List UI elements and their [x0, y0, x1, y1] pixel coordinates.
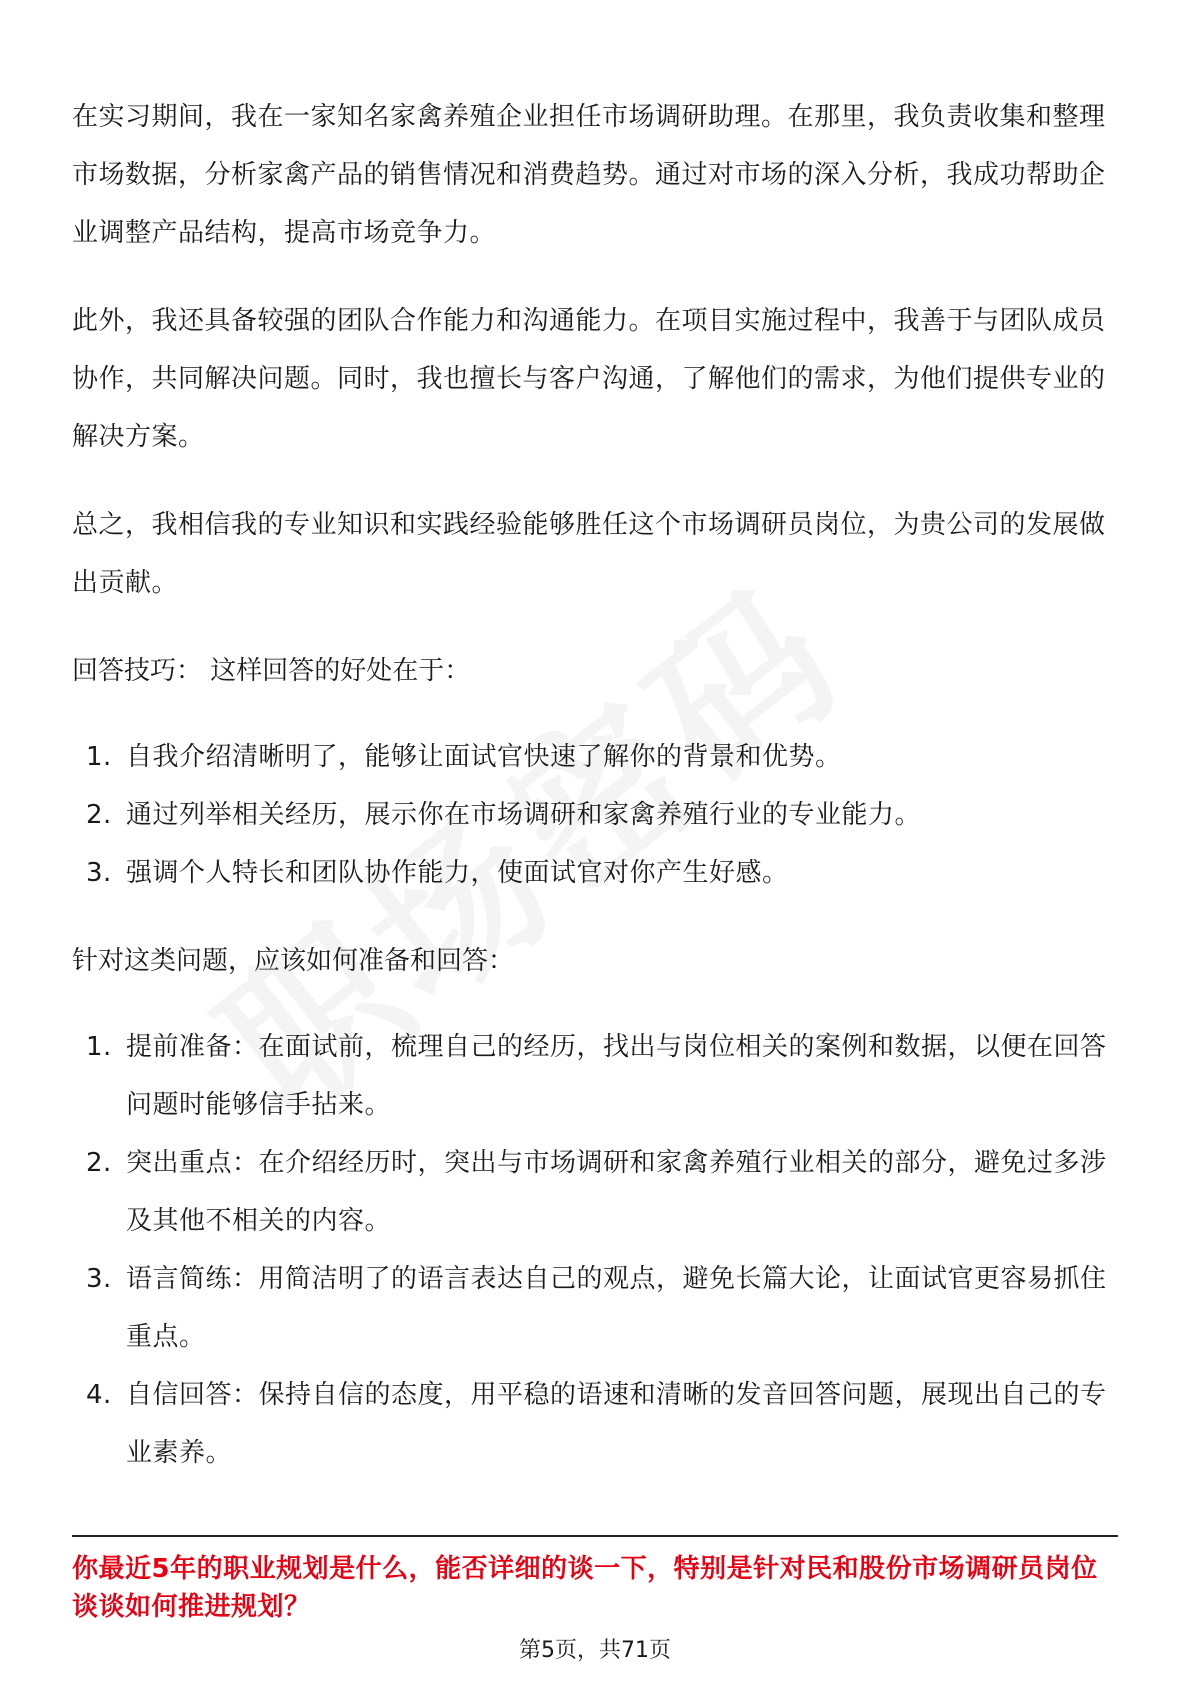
tips-list	[72, 728, 1118, 902]
list-item	[72, 1018, 1118, 1134]
list-item	[72, 844, 1118, 902]
list-item	[72, 728, 1118, 786]
prep-list	[72, 1018, 1118, 1482]
list-text: 突出重点：在介绍经历时，突出与市场调研和家禽养殖行业相关的部分，避免过多涉及其他不相关的内容。	[126, 1148, 1107, 1236]
list-number: 1.	[86, 1032, 112, 1062]
list-number: 3.	[86, 858, 112, 888]
tips-heading: 回答技巧： 这样回答的好处在于：	[72, 656, 471, 686]
list-item	[72, 1134, 1118, 1250]
list-number: 4.	[86, 1380, 112, 1410]
paragraph-teamwork: 此外，我还具备较强的团队合作能力和沟通能力。在项目实施过程中，我善于与团队成员协作，共同解决问题。同时，我也擅长与客户沟通，了解他们的需求，为他们提供专业的解决方案。	[72, 306, 1106, 452]
list-item	[72, 1250, 1118, 1366]
list-text: 通过列举相关经历，展示你在市场调研和家禽养殖行业的专业能力。	[126, 800, 922, 830]
list-text: 语言简练：用简洁明了的语言表达自己的观点，避免长篇大论，让面试官更容易抓住重点。	[126, 1264, 1107, 1352]
list-number: 2.	[86, 1148, 112, 1178]
list-number: 3.	[86, 1264, 112, 1294]
prep-heading: 针对这类问题，应该如何准备和回答：	[72, 946, 515, 976]
paragraph-internship: 在实习期间，我在一家知名家禽养殖企业担任市场调研助理。在那里，我负责收集和整理市场数据，分析家禽产品的销售情况和消费趋势。通过对市场的深入分析，我成功帮助企业调整产品结构，提高市场竞争力。	[72, 102, 1106, 248]
list-text: 自我介绍清晰明了，能够让面试官快速了解你的背景和优势。	[126, 742, 842, 772]
list-text: 强调个人特长和团队协作能力，使面试官对你产生好感。	[126, 858, 789, 888]
list-text: 提前准备：在面试前，梳理自己的经历，找出与岗位相关的案例和数据，以便在回答问题时能够信手拈来。	[126, 1032, 1107, 1120]
list-item	[72, 1366, 1118, 1482]
page-body	[72, 88, 1118, 1482]
page-number: 第5页，共71页	[519, 1638, 671, 1663]
section-divider	[72, 1535, 1118, 1537]
list-text: 自信回答：保持自信的态度，用平稳的语速和清晰的发音回答问题，展现出自己的专业素养。	[126, 1380, 1107, 1468]
list-number: 2.	[86, 800, 112, 830]
list-item	[72, 786, 1118, 844]
paragraph-conclusion: 总之，我相信我的专业知识和实践经验能够胜任这个市场调研员岗位，为贵公司的发展做出贡献。	[72, 510, 1106, 598]
list-number: 1.	[86, 742, 112, 772]
next-question-title: 你最近5年的职业规划是什么，能否详细的谈一下，特别是针对民和股份市场调研员岗位谈谈如何推进规划？	[72, 1554, 1098, 1622]
